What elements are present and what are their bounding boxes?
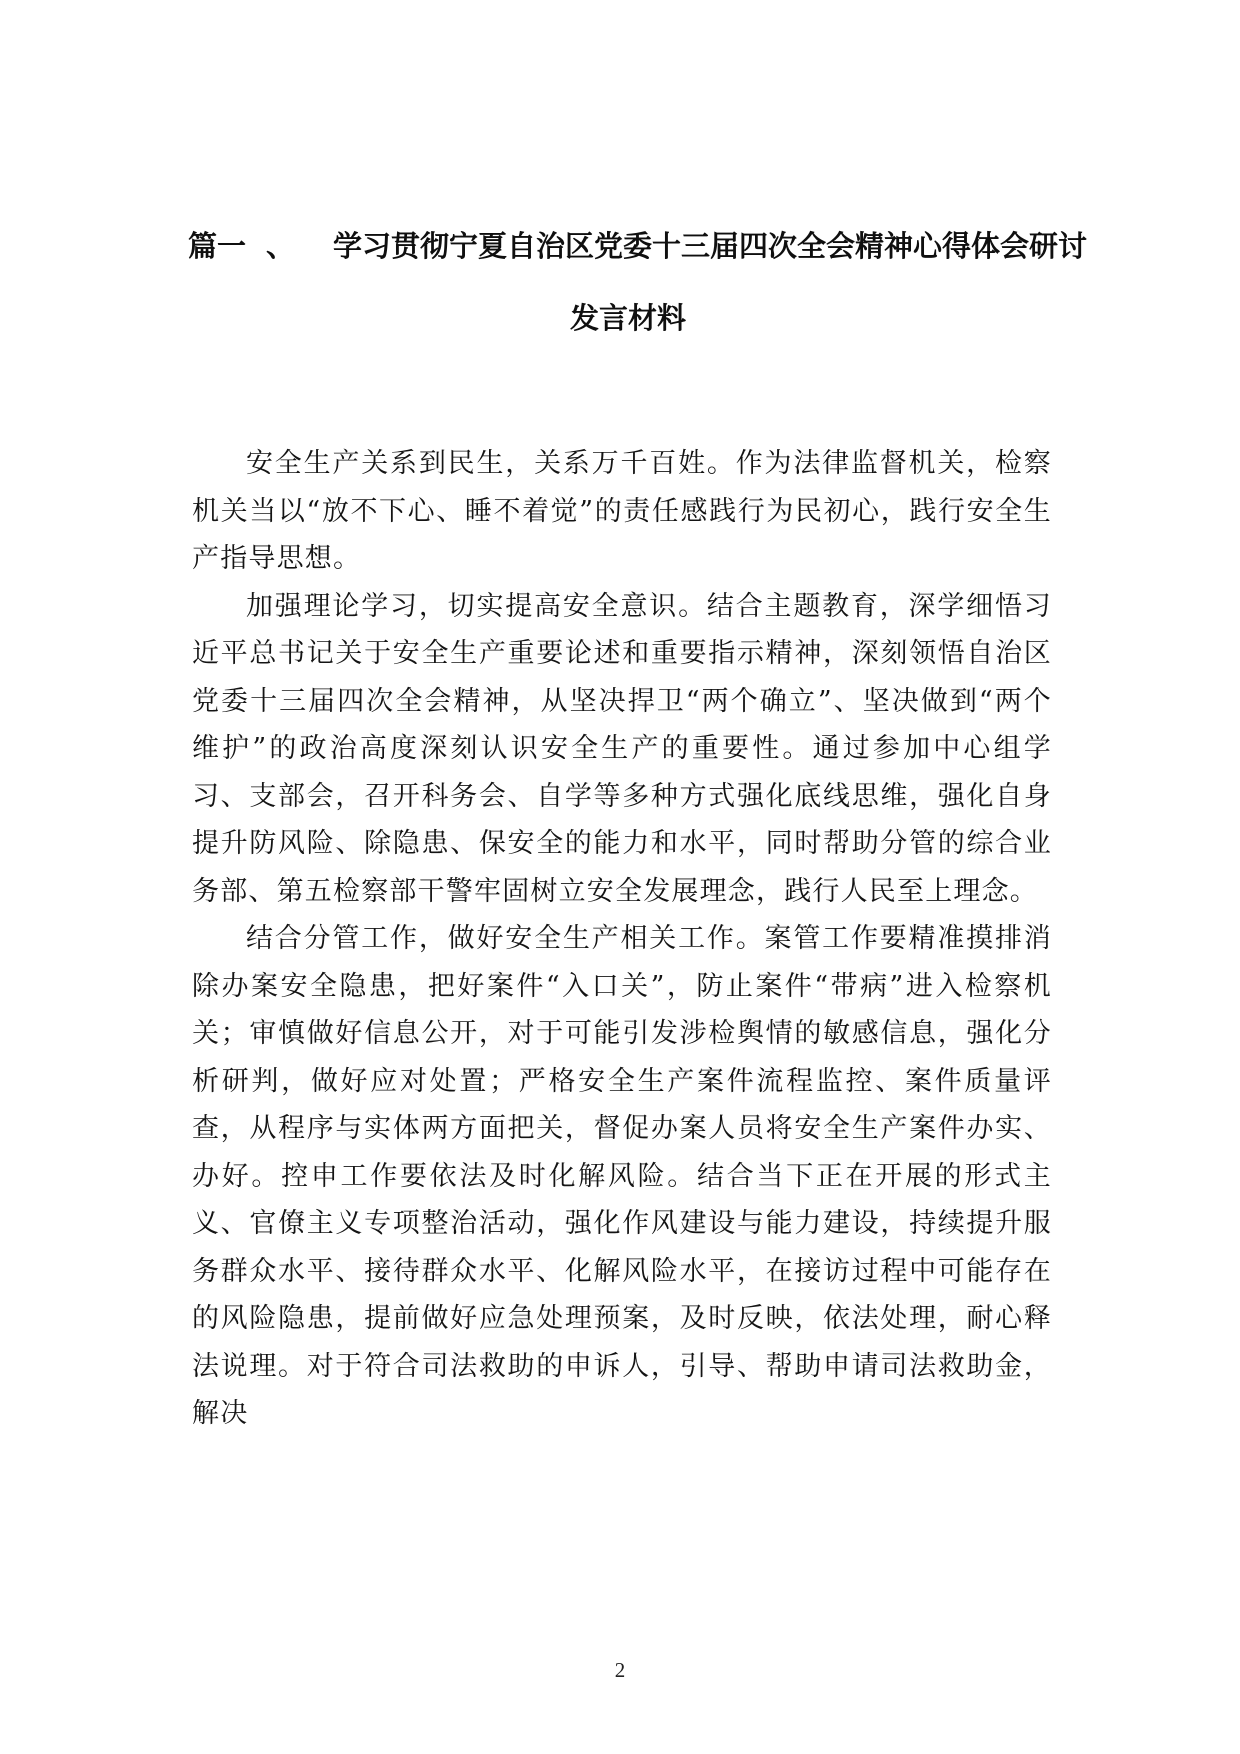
title-line-2: 发言材料 xyxy=(569,301,686,335)
body-text xyxy=(192,440,1052,1438)
title-main: 学习贯彻宁夏自治区党委十三届四次全会精神心得体会研讨 xyxy=(333,229,1088,263)
title-separator: 、 xyxy=(266,229,296,263)
paragraph-intro: 安全生产关系到民生，关系万千百姓。作为法律监督机关，检察机关当以“放不下心、睡不着觉”的责任感践行为民初心，践行安全生产指导思想。 xyxy=(192,448,1052,574)
title-prefix: 篇一 xyxy=(188,229,247,263)
paragraph-work-duties: 结合分管工作，做好安全生产相关工作。案管工作要精准摸排消除办案安全隐患，把好案件“入口关”，防止案件“带病”进入检察机关；审慎做好信息公开，对于可能引发涉检舆情的敏感信息，强化分析研判，做好应对处置；严格安全生产案件流程监控、案件质量评查，从程序与实体两方面把关，督促办案人员将安全生产案件办实、办好。控申工作要依法及时化解风险。结合当下正在开展的形式主义、官僚主义专项整治活动，强化作风建设与能力建设，持续提升服务群众水平、接待群众水平、化解风险水平，在接访过程中可能存在的风险隐患，提前做好应急处理预案，及时反映，依法处理，耐心释法说理。对于符合司法救助的申诉人，引导、帮助申请司法救助金，解决 xyxy=(192,923,1052,1429)
title-line-1 xyxy=(188,228,1087,264)
paragraph-theory-study: 加强理论学习，切实提高安全意识。结合主题教育，深学细悟习近平总书记关于安全生产重要论述和重要指示精神，深刻领悟自治区党委十三届四次全会精神，从坚决捍卫“两个确立”、坚决做到“两个维护”的政治高度深刻认识安全生产的重要性。通过参加中心组学习、支部会，召开科务会、自学等多种方式强化底线思维，强化自身提升防风险、除隐患、保安全的能力和水平，同时帮助分管的综合业务部、第五检察部干警牢固树立安全发展理念，践行人民至上理念。 xyxy=(192,590,1052,907)
page-number: 2 xyxy=(614,1658,626,1682)
